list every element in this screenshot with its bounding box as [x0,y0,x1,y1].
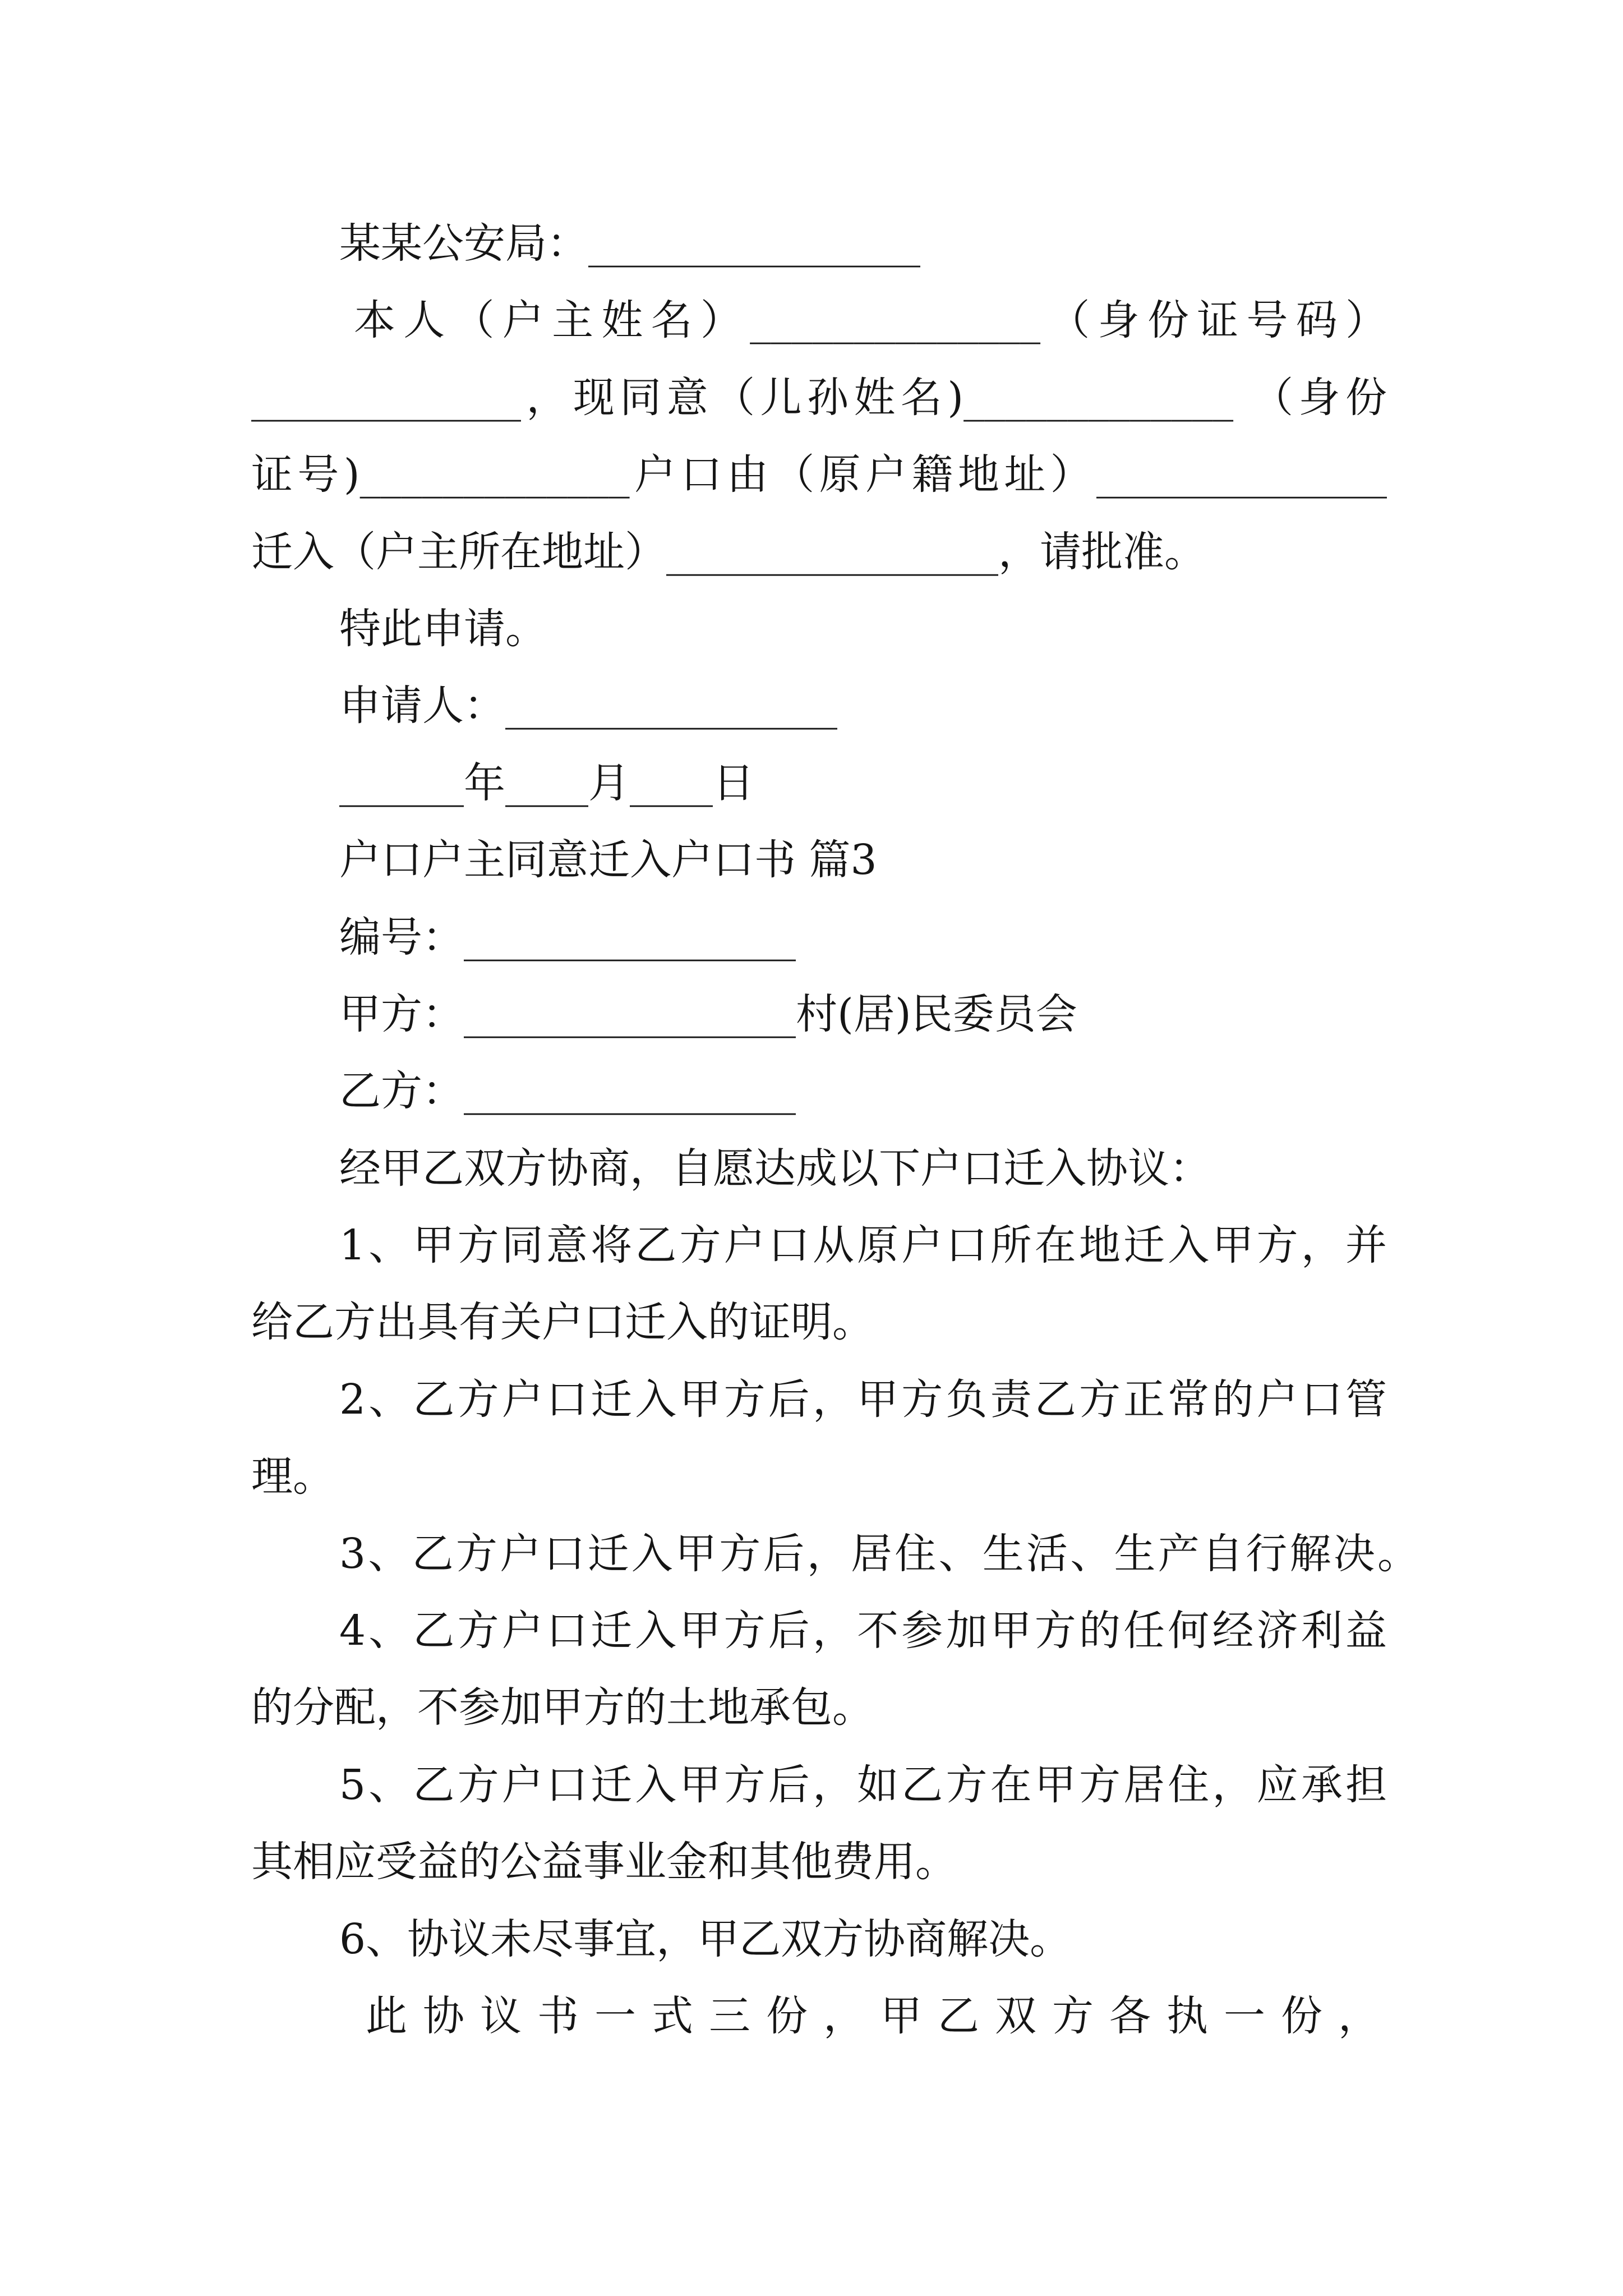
copies-line [251,1978,1380,2055]
applicant-label: 申请人： [339,682,505,730]
party-a-blank: ________________ [464,990,796,1038]
consent-line [251,360,1387,436]
householder-label: 本人（户主姓名） [354,296,750,345]
request-text: ，请批准。 [998,527,1206,576]
clause-text: 4、乙方户口迁入甲方后，不参加甲方的任何经济利益 [339,1607,1387,1655]
original-address-label: 户口由（原户籍地址） [629,450,1097,499]
day-label: 日 [713,758,754,807]
descendant-name-blank: _____________ [963,373,1234,422]
party-a-label: 甲方： [339,990,464,1038]
original-address-line [251,436,1387,513]
number-label: 编号： [339,913,464,961]
month-blank: ____ [505,758,588,807]
party-b-label: 乙方： [339,1067,464,1116]
party-b-blank: ________________ [464,1067,796,1116]
descendant-id-label-end: 证号) [251,450,360,499]
clause-2-line-2 [251,1438,1387,1515]
clause-5-line-2 [251,1824,1387,1901]
addressee-line [251,205,1387,282]
date-line [251,745,1387,822]
descendant-id-label-start: （身份 [1233,373,1387,422]
party-a-line [251,976,1387,1053]
party-b-line [251,1053,1387,1130]
agreement-heading-line [251,822,1387,899]
agreement-preamble: 经甲乙双方协商，自愿达成以下户口迁入协议： [339,1144,1211,1193]
clause-text: 给乙方出具有关户口迁入的证明。 [251,1298,874,1347]
document-body [251,205,1419,2055]
descendant-id-blank: _____________ [359,450,630,499]
householder-line [251,282,1387,359]
destination-blank: ________________ [666,527,998,576]
party-a-suffix: 村(居)民委员会 [796,990,1077,1038]
copies-text: 此协议书一式三份，甲乙双方各执一份， [366,1991,1380,2040]
month-label: 月 [588,758,630,807]
addressee: 某某公安局： [339,219,588,268]
agreement-heading: 户口户主同意迁入户口书 篇3 [339,836,877,885]
clause-6-line-1 [251,1901,1387,1978]
clause-text: 3、乙方户口迁入甲方后，居住、生活、生产自行解决。 [339,1529,1419,1578]
number-blank: ________________ [464,913,796,961]
clause-text: 6、协议未尽事宜，甲乙双方协商解决。 [339,1915,1072,1963]
destination-label: 迁入（户主所在地址） [251,527,666,576]
applicant-line [251,668,1387,744]
applicant-blank: ________________ [505,682,837,730]
clause-5-line-1 [251,1747,1387,1824]
preamble-line [251,1130,1387,1207]
clause-1-line-1 [251,1207,1387,1284]
original-address-blank: ______________ [1096,450,1387,499]
clause-text: 5、乙方户口迁入甲方后，如乙方在甲方居住，应承担 [339,1760,1387,1809]
clause-3-line-1 [251,1516,1419,1593]
clause-4-line-1 [251,1593,1387,1669]
clause-text: 2、乙方户口迁入甲方后，甲方负责乙方正常的户口管 [339,1375,1387,1424]
householder-id-blank: _____________ [251,373,521,422]
day-blank: ____ [630,758,713,807]
consent-text: ，现同意（儿孙姓名) [521,373,964,422]
year-label: 年 [464,758,505,807]
clause-text: 其相应受益的公益事业金和其他费用。 [251,1838,957,1887]
clause-4-line-2 [251,1669,1387,1746]
destination-line [251,514,1387,591]
addressee-blank: ________________ [588,219,920,268]
householder-id-label: （身份证号码） [1040,296,1387,345]
year-blank: ______ [339,758,464,807]
clause-text: 理。 [251,1452,334,1501]
closing-line [251,591,1387,668]
clause-1-line-2 [251,1284,1387,1361]
clause-text: 1、甲方同意将乙方户口从原户口所在地迁入甲方，并 [339,1221,1387,1270]
closing-text: 特此申请。 [339,604,547,653]
householder-name-blank: ______________ [750,296,1041,345]
number-line [251,899,1387,976]
clause-text: 的分配，不参加甲方的土地承包。 [251,1683,874,1732]
clause-2-line-1 [251,1361,1387,1438]
